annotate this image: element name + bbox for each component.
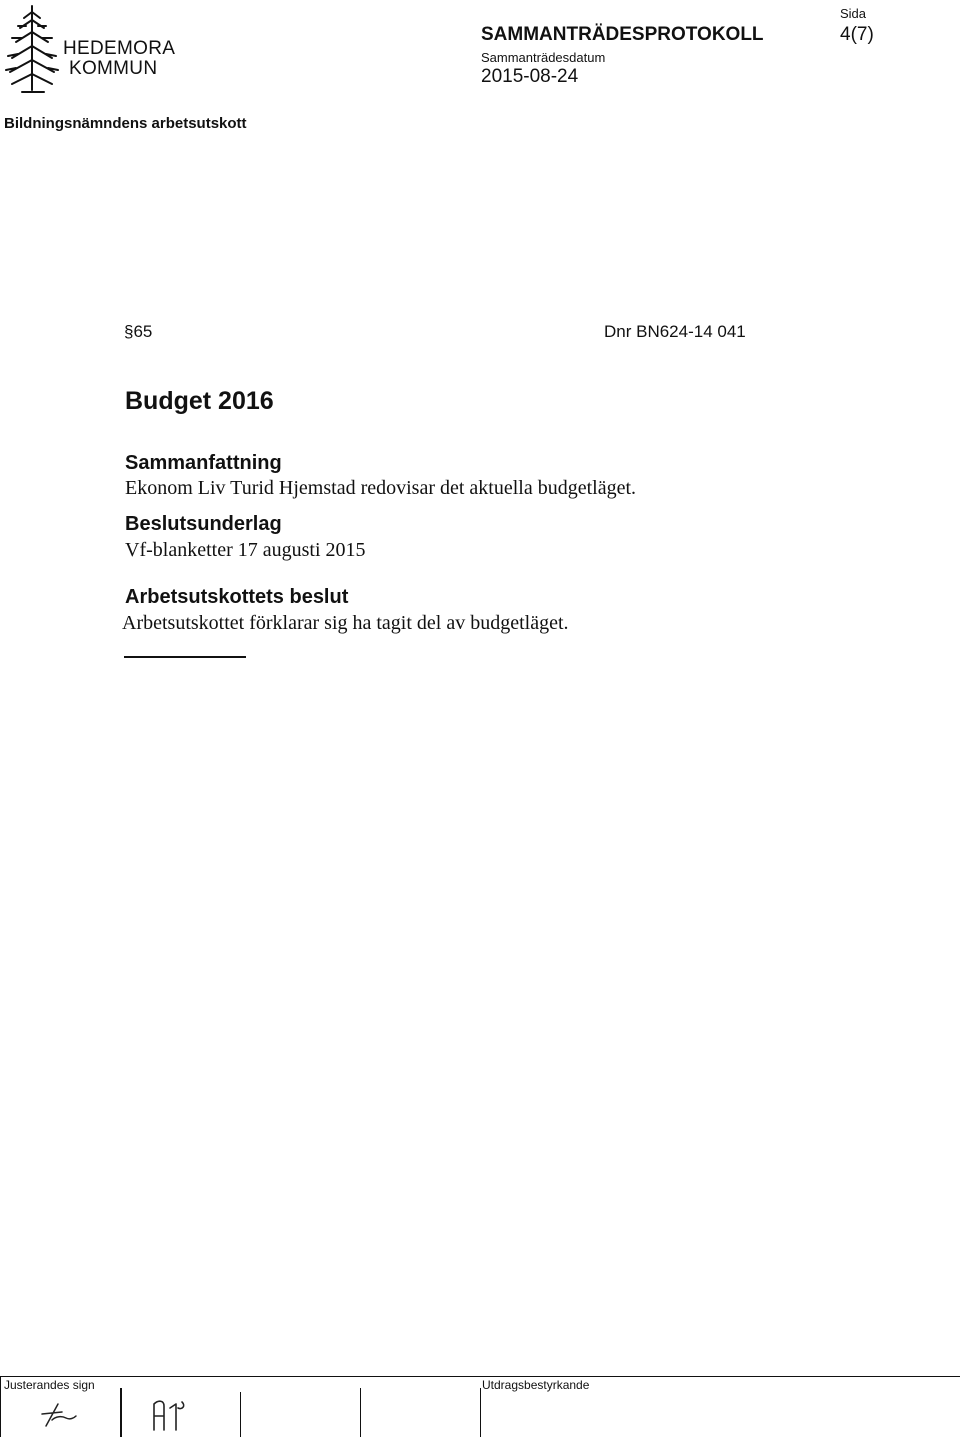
org-name-line1: HEDEMORA <box>63 38 176 59</box>
handwritten-initials-1-icon <box>40 1398 80 1432</box>
spruce-tree-logo-icon <box>4 4 60 96</box>
paragraph-reference <box>124 322 152 342</box>
meeting-date: 2015-08-24 <box>481 66 579 87</box>
page-label: Sida <box>840 6 867 21</box>
extract-certification-label: Utdragsbestyrkande <box>482 1378 590 1392</box>
section-text-decision: Arbetsutskottet förklarar sig ha tagit del av budgetläget. <box>122 612 569 634</box>
section-heading-decision: Arbetsutskottets beslut <box>125 586 349 608</box>
section-text-basis: Vf-blanketter 17 augusti 2015 <box>125 539 366 561</box>
signature-box-divider-2 <box>240 1392 241 1437</box>
signature-box-divider-1 <box>120 1388 122 1437</box>
section-heading-basis: Beslutsunderlag <box>125 513 282 535</box>
date-label: Sammanträdesdatum <box>481 50 606 65</box>
diary-number: Dnr BN624-14 041 <box>604 322 746 341</box>
signature-box-divider-4 <box>480 1388 481 1437</box>
page-number: 4(7) <box>840 24 874 45</box>
document-type: SAMMANTRÄDESPROTOKOLL <box>481 24 764 45</box>
signature-label: Justerandes sign <box>4 1378 95 1392</box>
handwritten-initials-2-icon <box>148 1396 192 1434</box>
org-name-line2: KOMMUN <box>69 58 158 79</box>
end-of-item-rule <box>124 656 246 658</box>
item-title: Budget 2016 <box>125 387 274 415</box>
paragraph-number: 65 <box>133 322 153 341</box>
committee-name: Bildningsnämndens arbetsutskott <box>4 115 247 132</box>
section-text-summary: Ekonom Liv Turid Hjemstad redovisar det aktuella budgetläget. <box>125 477 637 499</box>
signature-box-divider-3 <box>360 1388 361 1437</box>
footer-left-border <box>0 1376 1 1437</box>
section-heading-summary: Sammanfattning <box>125 452 282 474</box>
paragraph-symbol: § <box>124 322 134 341</box>
footer-top-rule <box>0 1376 960 1377</box>
